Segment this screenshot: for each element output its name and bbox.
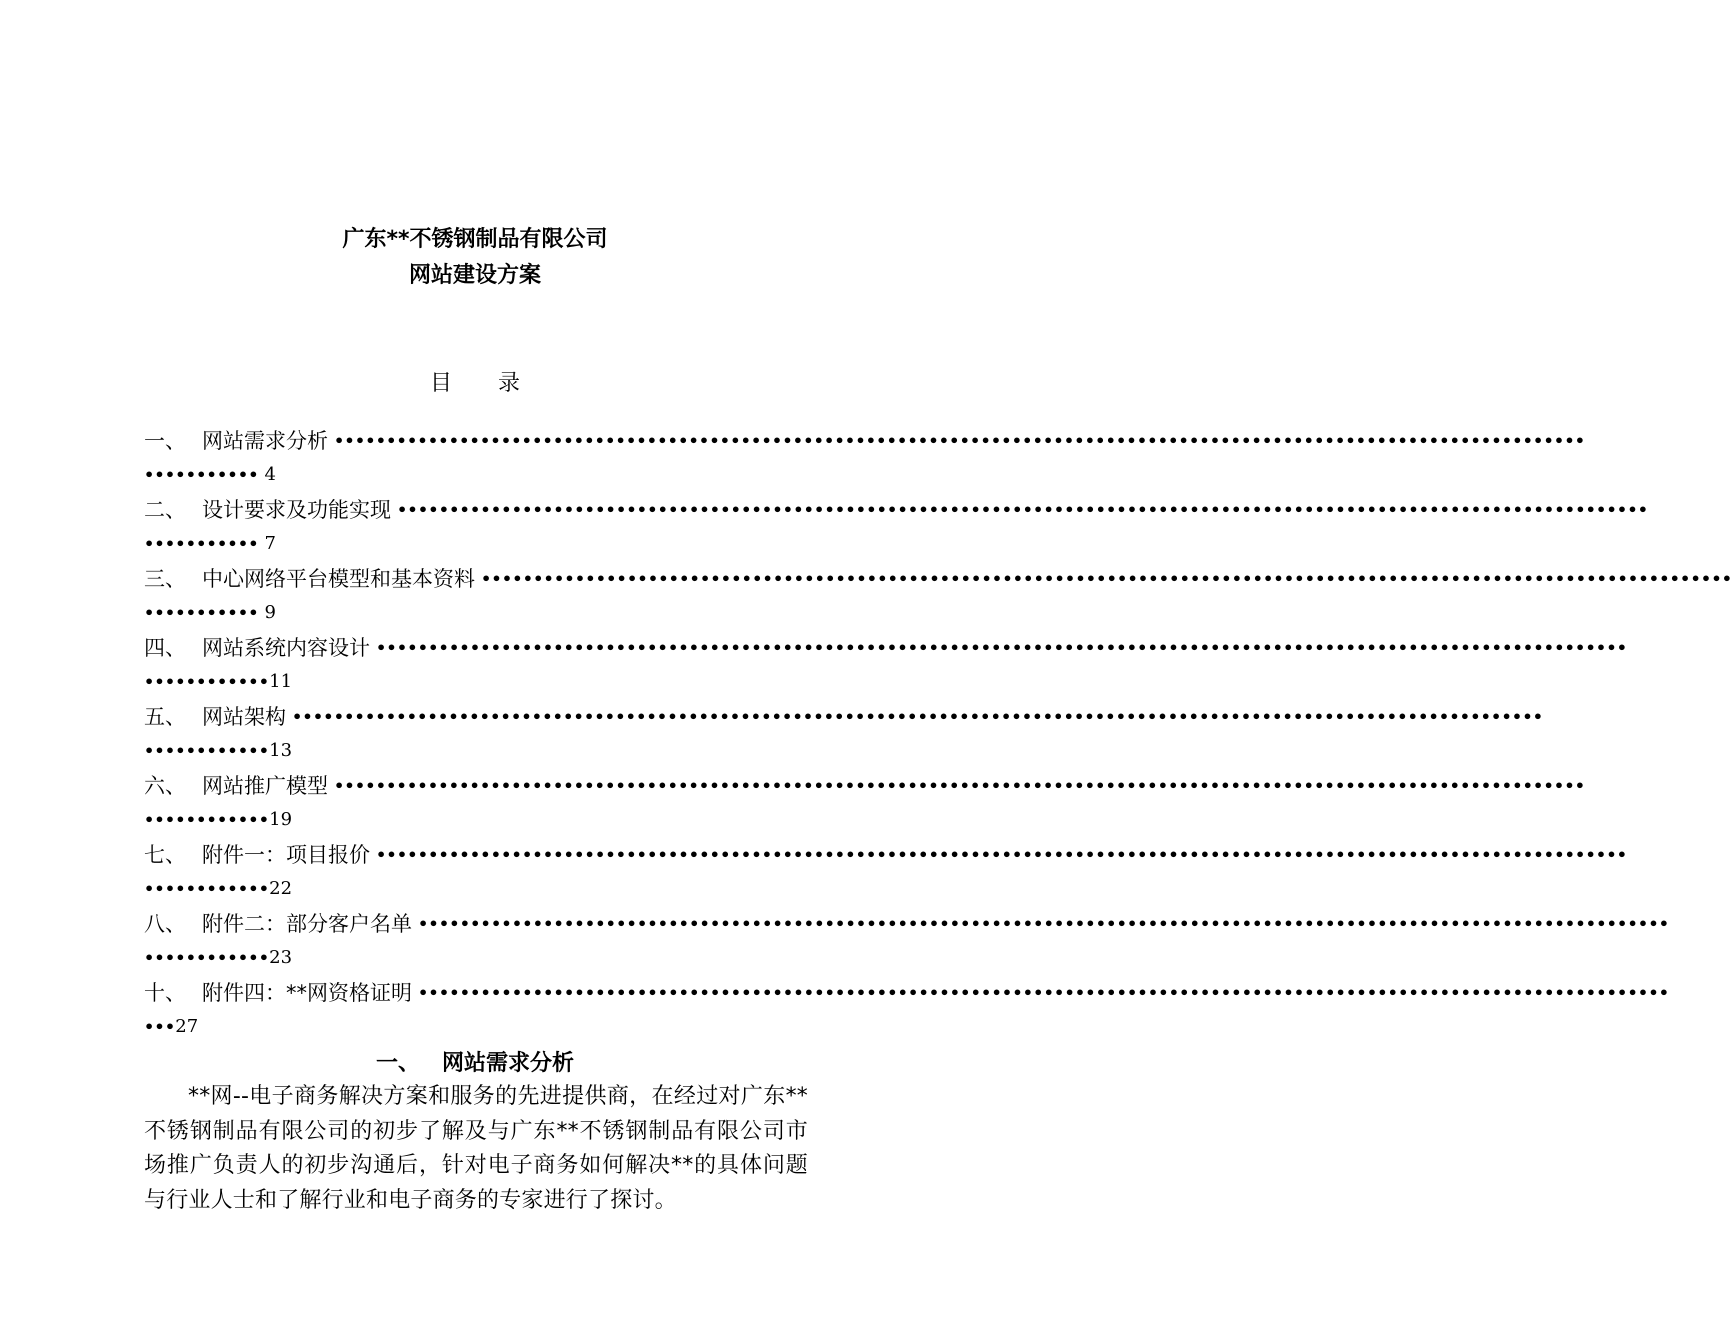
- toc-entry-title: 设计要求及功能实现: [202, 498, 391, 522]
- toc-entry-number: 八、: [144, 912, 186, 936]
- toc-dot-leader-continued: •••••••••••: [144, 603, 259, 622]
- toc-entry[interactable]: [144, 424, 1586, 493]
- toc-heading-right: 录: [498, 371, 521, 396]
- toc-entry[interactable]: [144, 769, 1586, 838]
- toc-dot-leader: ••••••••••••••••••••••••••••••••••••••••••••••••••••••••••••••••••••••••••••••••••••••••••••••••••••••••••••••••••••••••: [397, 500, 1649, 519]
- toc-heading-left: 目: [429, 371, 452, 396]
- document-title-plan: 网站建设方案: [408, 263, 541, 288]
- toc-entry-title: 网站需求分析: [202, 429, 328, 453]
- toc-entry-page: 9: [264, 602, 276, 623]
- toc-entry[interactable]: [144, 493, 1649, 562]
- toc-dot-leader-continued: ••••••••••••: [144, 879, 270, 898]
- toc-dot-leader: ••••••••••••••••••••••••••••••••••••••••••••••••••••••••••••••••••••••••••••••••••••••••••••••••••••••••••••••••••••••••: [292, 707, 1544, 726]
- toc-dot-leader-continued: ••••••••••••: [144, 741, 270, 760]
- toc-entry[interactable]: [144, 562, 1732, 631]
- toc-entry-title: 中心网络平台模型和基本资料: [202, 567, 475, 591]
- toc-entry-title: 网站推广模型: [202, 774, 328, 798]
- toc-entry-title: 附件一：项目报价: [202, 843, 370, 867]
- toc-entry-title: 附件二：部分客户名单: [202, 912, 412, 936]
- toc-entry-page: 4: [264, 464, 276, 485]
- toc-dot-leader: ••••••••••••••••••••••••••••••••••••••••••••••••••••••••••••••••••••••••••••••••••••••••••••••••••••••••••••••••••••••••: [418, 983, 1670, 1002]
- toc-entry-page: 11: [269, 671, 293, 692]
- toc-entry-page: 7: [264, 533, 276, 554]
- toc-dot-leader: ••••••••••••••••••••••••••••••••••••••••••••••••••••••••••••••••••••••••••••••••••••••••••••••••••••••••••••••••••••••••: [418, 914, 1670, 933]
- toc-entry-page: 13: [269, 740, 293, 761]
- toc-dot-leader-continued: •••: [144, 1017, 176, 1036]
- toc-entry-number: 一、: [144, 429, 186, 453]
- toc-heading: [0, 366, 950, 397]
- toc-entry-page: 19: [269, 809, 293, 830]
- toc-dot-leader-continued: •••••••••••: [144, 465, 259, 484]
- toc-entry[interactable]: [144, 976, 1670, 1045]
- toc-entry-title: 网站系统内容设计: [202, 636, 370, 660]
- toc-dot-leader: ••••••••••••••••••••••••••••••••••••••••••••••••••••••••••••••••••••••••••••••••••••••••••••••••••••••••••••••••••••••••: [376, 845, 1628, 864]
- toc-entry-number: 十、: [144, 981, 186, 1005]
- toc-entry-number: 三、: [144, 567, 186, 591]
- toc-entry-title: 附件四：**网资格证明: [202, 981, 412, 1005]
- toc-entry[interactable]: [144, 838, 1628, 907]
- toc-entry-page: 23: [269, 947, 293, 968]
- toc-dot-leader: ••••••••••••••••••••••••••••••••••••••••••••••••••••••••••••••••••••••••••••••••••••••••••••••••••••••••••••••••••••••••: [334, 776, 1586, 795]
- toc-dot-leader-continued: ••••••••••••: [144, 672, 270, 691]
- toc-entry[interactable]: [144, 907, 1670, 976]
- toc-entry-page: 27: [175, 1016, 199, 1037]
- toc-entry-number: 二、: [144, 498, 186, 522]
- toc-entry[interactable]: [144, 631, 1628, 700]
- section-title: 网站需求分析: [442, 1051, 575, 1076]
- toc-dot-leader-continued: •••••••••••: [144, 534, 259, 553]
- toc-dot-leader-continued: ••••••••••••: [144, 948, 270, 967]
- toc-entry-number: 七、: [144, 843, 186, 867]
- toc-entry-number: 六、: [144, 774, 186, 798]
- toc-dot-leader: ••••••••••••••••••••••••••••••••••••••••••••••••••••••••••••••••••••••••••••••••••••••••••••••••••••••••••••••••••••••••: [376, 638, 1628, 657]
- toc-dot-leader: ••••••••••••••••••••••••••••••••••••••••••••••••••••••••••••••••••••••••••••••••••••••••••••••••••••••••••••••••••••••••: [481, 569, 1732, 588]
- toc-entry-title: 网站架构: [202, 705, 286, 729]
- toc-entry-page: 22: [269, 878, 293, 899]
- toc-entry-number: 五、: [144, 705, 186, 729]
- document-title-company: 广东**不锈钢制品有限公司: [342, 227, 608, 252]
- toc-entry-number: 四、: [144, 636, 186, 660]
- toc-entry[interactable]: [144, 700, 1544, 769]
- section-heading: [0, 1046, 950, 1077]
- toc-dot-leader: ••••••••••••••••••••••••••••••••••••••••••••••••••••••••••••••••••••••••••••••••••••••••••••••••••••••••••••••••••••••••: [334, 431, 1586, 450]
- toc-dot-leader-continued: ••••••••••••: [144, 810, 270, 829]
- section-number: 一、: [375, 1051, 420, 1076]
- table-of-contents: [144, 424, 1732, 1045]
- body-paragraph: **网--电子商务解决方案和服务的先进提供商，在经过对广东**不锈钢制品有限公司的初步了解及与广东**不锈钢制品有限公司市场推广负责人的初步沟通后，针对电子商务如何解决**的具体问题与行业人士和了解行业和电子商务的专家进行了探讨。: [144, 1084, 808, 1213]
